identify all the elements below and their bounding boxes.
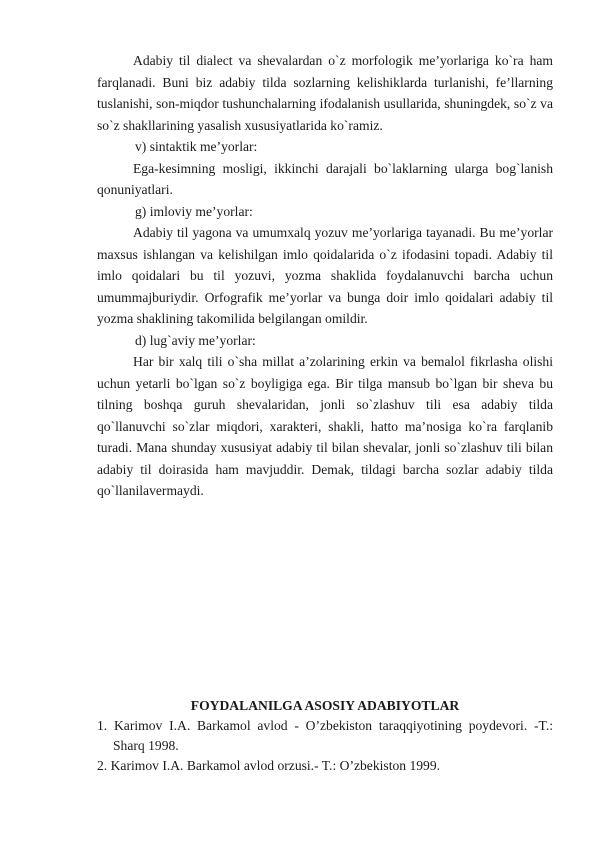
paragraph-lexical-norms: Har bir xalq tili o`sha millat a’zolarining erkin va bemalol fikrlasha olishi uchun yetarli bo`lgan so`z boyligiga ega. Bir tilga mansub bo`lgan bir sheva bu tilning boshqa guruh shevalaridan, jonli so`zlashuv tili esa adabiy tilda qo`llanuvchi so`zlar miqdori, xarakteri, shakli, hatto ma’nosiga ko`ra farqlanib turadi. Mana shunday xususiyat adabiy til bilan shevalar, jonli so`zlashuv tili bilan adabiy til doirasida ham mavjuddir. Demak, tildagi barcha sozlar adabiy tilda qo`llanilavermaydi. bbox=[97, 354, 553, 498]
paragraph-syntactic-norms: Ega-kesimning mosligi, ikkinchi darajali bo`laklarning ularga bog`lanish qonuniyatlari. bbox=[97, 160, 553, 197]
heading-lexical-norms: d) lug`aviy me’yorlar: bbox=[135, 332, 256, 348]
reference-item: 2. Karimov I.A. Barkamol avlod orzusi.- T.: O’zbekiston 1999. bbox=[97, 758, 441, 773]
paragraph-morphological-norms: Adabiy til dialect va shevalardan o`z morfologik me’yorlariga ko`ra ham farqlanadi. Buni biz adabiy tilda sozlarning kelishiklarda turlanishi, fe’llarning tuslanishi, son-miqdor tushunchalarning ifodalanish usullarida, shuningdek, so`z va so`z shakllarining yasalish xususiyatlarida ko`ramiz. bbox=[97, 53, 553, 133]
paragraph-orthographic-norms: Adabiy til yagona va umumxalq yozuv me’yorlariga tayanadi. Bu me’yorlar maxsus ishlangan va kelishilgan imlo qoidalarida o`z ifodasini topadi. Adabiy til imlo qoidalari bu til yozuvi, yozma shaklida foydalanuvchi barcha uchun umummajburiydir. Orfografik me’yorlar va bunga doir imlo qoidalari adabiy til yozma shaklining takomilida belgilangan omildir. bbox=[97, 225, 553, 326]
heading-orthographic-norms: g) imloviy me’yorlar: bbox=[135, 203, 253, 219]
heading-syntactic-norms: v) sintaktik me’yorlar: bbox=[135, 139, 258, 154]
document-body bbox=[97, 50, 553, 502]
reference-item: 1. Karimov I.A. Barkamol avlod - O’zbekiston taraqqiyotining poydevori. -T.: Sharq 1998. bbox=[97, 718, 553, 753]
references-section bbox=[97, 696, 553, 776]
references-title: FOYDALANILGA ASOSIY ADABIYOTLAR bbox=[190, 698, 460, 713]
